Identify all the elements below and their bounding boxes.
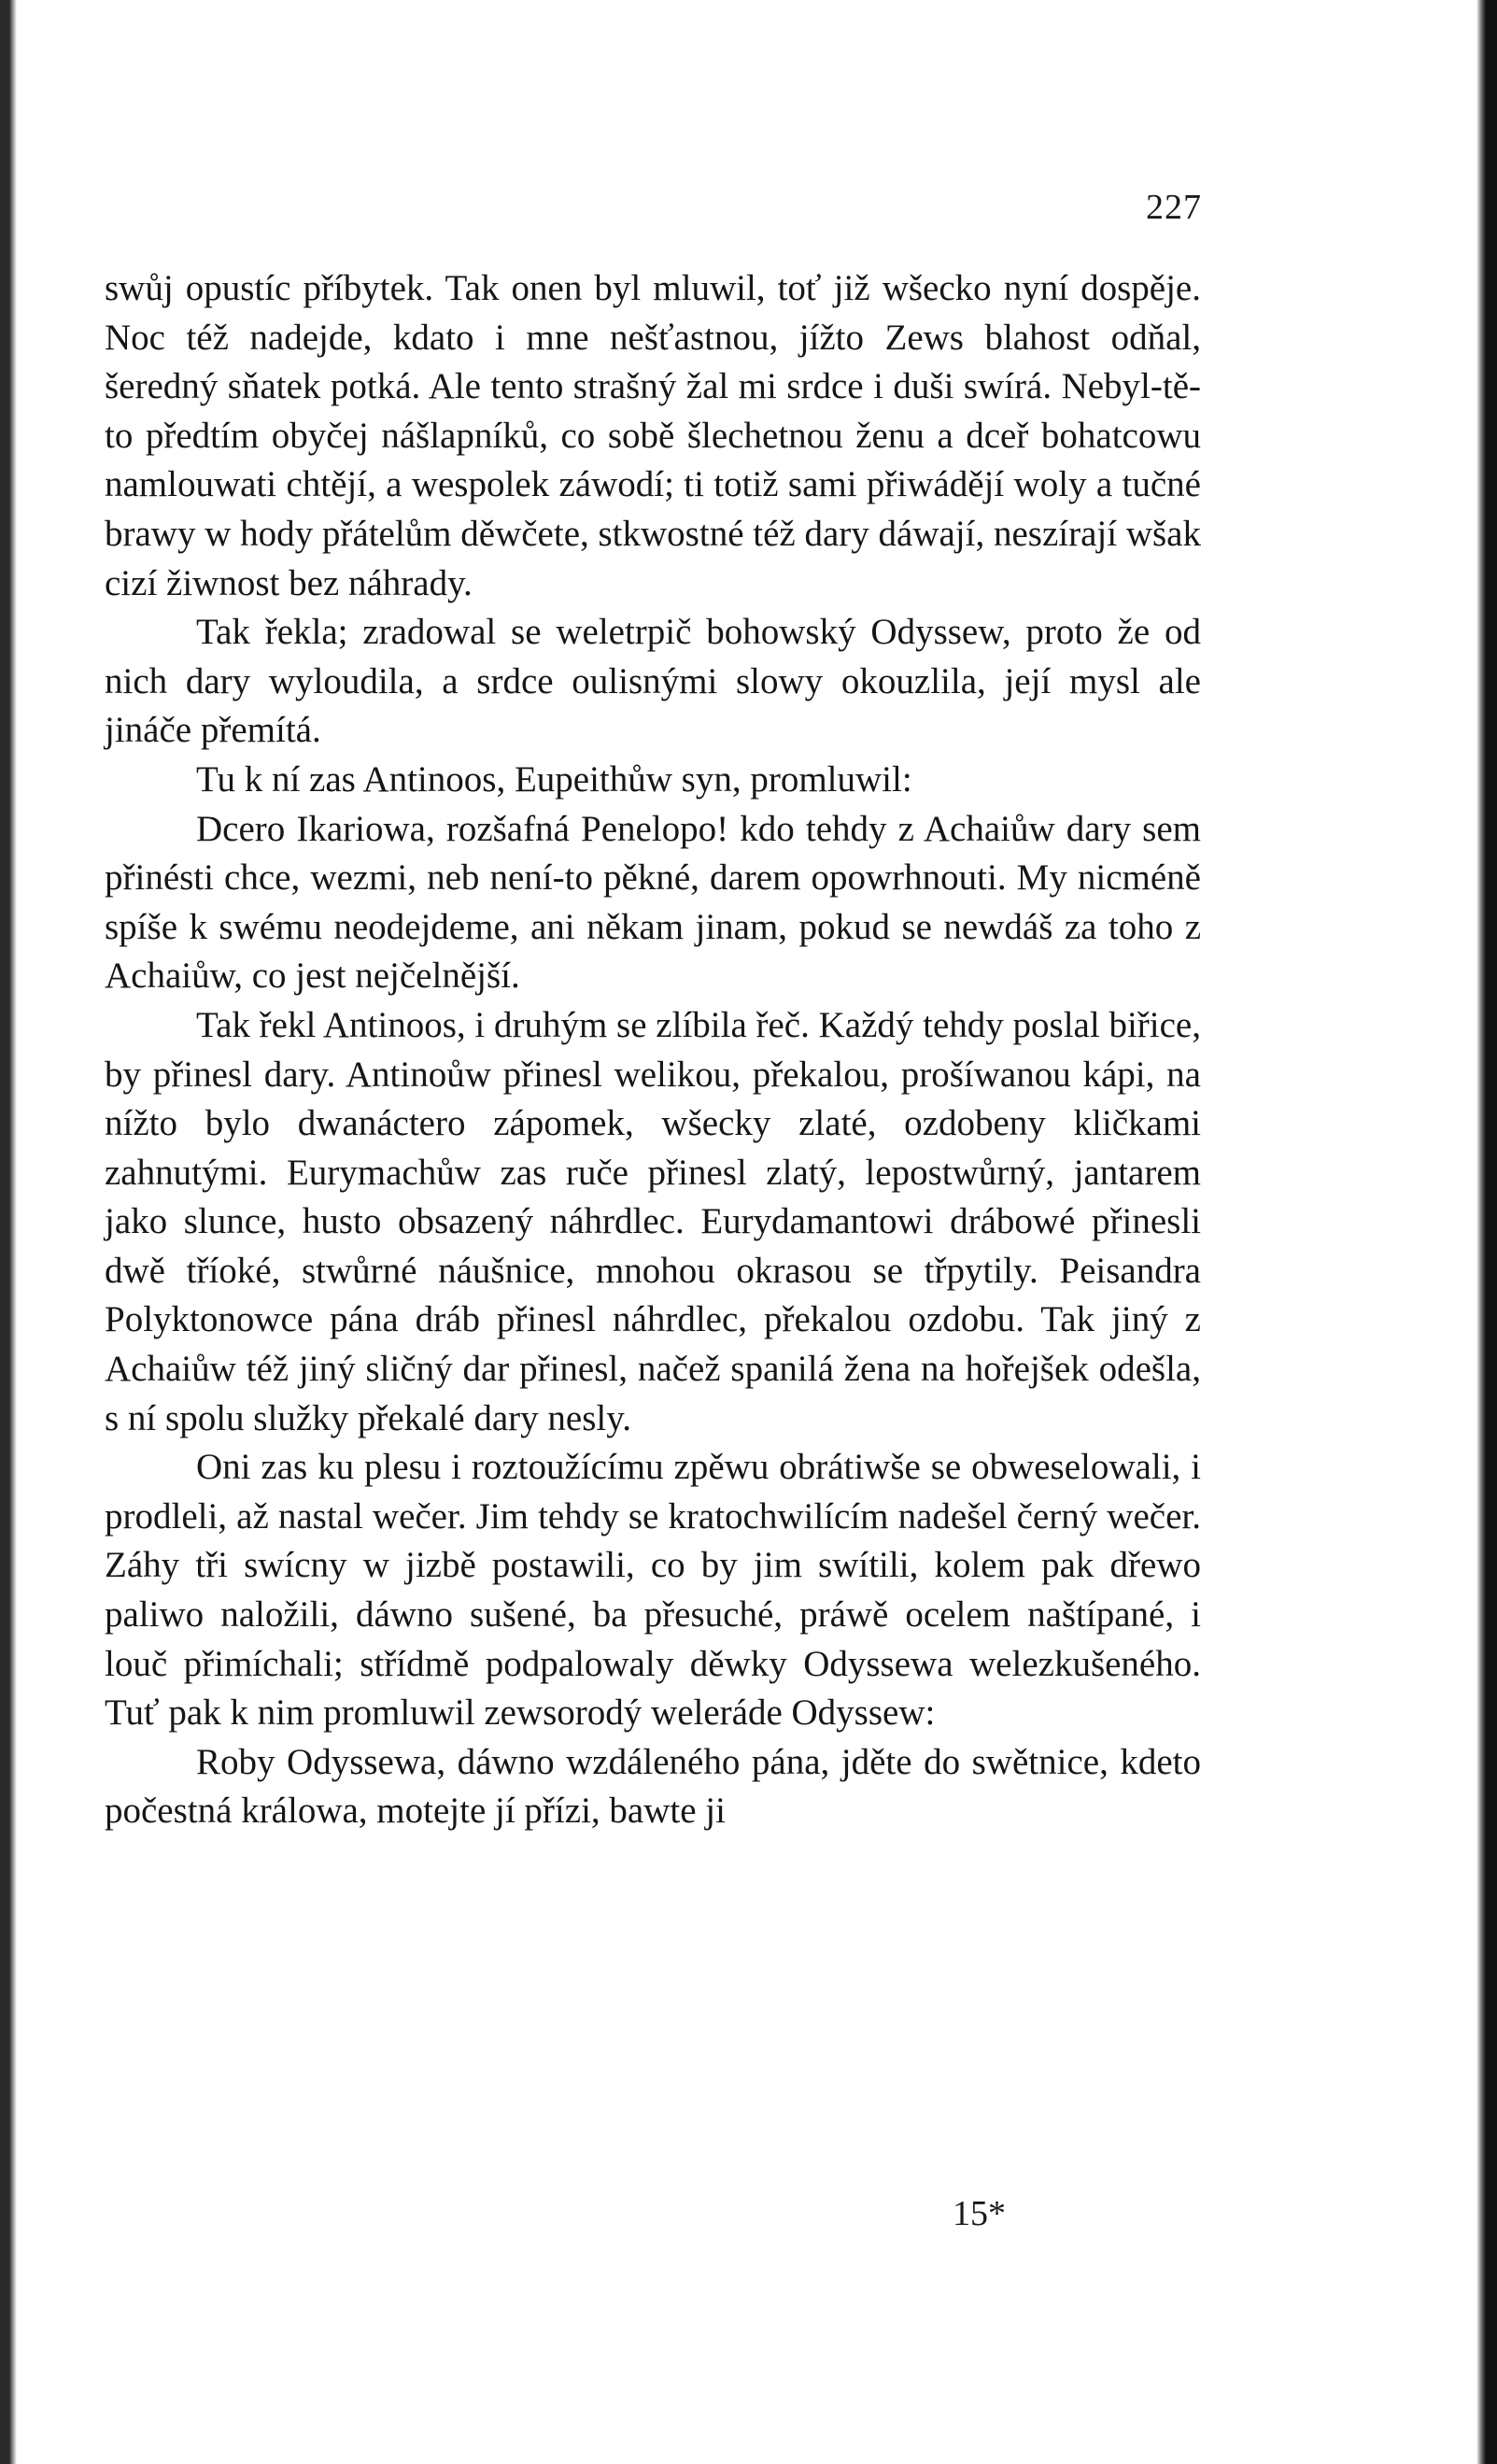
page-number: 227 xyxy=(1146,188,1202,227)
paragraph-2: Tak řekla; zradowal se weletrpič bohowský Odyssew, proto že od nich dary wyloudila, a srdce oulisnými slowy okouzlila, její mysl ale jináče přemítá. xyxy=(105,612,1201,751)
paragraph-4: Dcero Ikariowa, rozšafná Penelopo! kdo tehdy z Achaiůw dary sem přinésti chce, wezmi, neb není-to pěkné, darem opowrhnouti. My nicméně spíše k swému neodejdeme, ani někam jinam, pokud se newdáš za toho z Achaiůw, co jest nejčelnější. xyxy=(105,808,1201,997)
body-text xyxy=(105,264,1201,1836)
page-left-edge xyxy=(0,0,17,2464)
paragraph-1: swůj opustíc příbytek. Tak onen byl mluwil, toť již wšecko nyní dospěje. Noc též nadejde, kdato i mne nešťastnou, jížto Zews blahost odňal, šeredný sňatek potká. Ale tento strašný žal mi srdce i duši swírá. Nebyl-tě-to předtím obyčej nášlapníků, co sobě šlechetnou ženu a dceř bohatcowu namlouwati chtějí, a wespolek záwodí; ti totiž sami přiwádějí woly a tučné brawy w hody přátelům děwčete, stkwostné též dary dáwají, neszírají wšak cizí žiwnost bez náhrady. xyxy=(105,268,1201,603)
paragraph-5: Tak řekl Antinoos, i druhým se zlíbila řeč. Každý tehdy poslal biřice, by přinesl dary. Antinoůw přinesl welikou, překalou, prošíwanou kápi, na nížto bylo dwanáctero zápomek, wšecky zlaté, ozdobeny kličkami zahnutými. Eurymachůw zas ruče přinesl zlatý, lepostwůrný, jantarem jako slunce, husto obsazený náhrdlec. Eurydamantowi drábowé přinesli dwě tříoké, stwůrné náušnice, mnohou okrasou se třpytily. Peisandra Polyktonowce pána dráb přinesl náhrdlec, překalou ozdobu. Tak jiný z Achaiůw též jiný sličný dar přinesl, načež spanilá žena na hořejšek odešla, s ní spolu služky překalé dary nesly. xyxy=(105,1004,1201,1438)
paragraph-3: Tu k ní zas Antinoos, Eupeithůw syn, promluwil: xyxy=(196,758,912,800)
paragraph-6: Oni zas ku plesu i roztoužícímu zpěwu obrátiwše se obweselowali, i prodleli, až nastal wečer. Jim tehdy se kratochwilícím nadešel černý wečer. Záhy tři swícny w jizbě postawili, co by jim swítili, kolem pak dřewo paliwo naložili, dáwno sušené, ba přesuché, práwě ocelem naštípané, i louč přimíchali; střídmě podpalowaly děwky Odyssewa welezkušeného. Tuť pak k nim promluwil zewsorodý weleráde Odyssew: xyxy=(105,1447,1201,1734)
page-right-edge xyxy=(1476,0,1497,2464)
paragraph-7: Roby Odyssewa, dáwno wzdáleného pána, jděte do swětnice, kdeto počestná králowa, motejte jí přízi, bawte ji xyxy=(105,1741,1201,1832)
signature-mark: 15* xyxy=(953,2194,1006,2233)
